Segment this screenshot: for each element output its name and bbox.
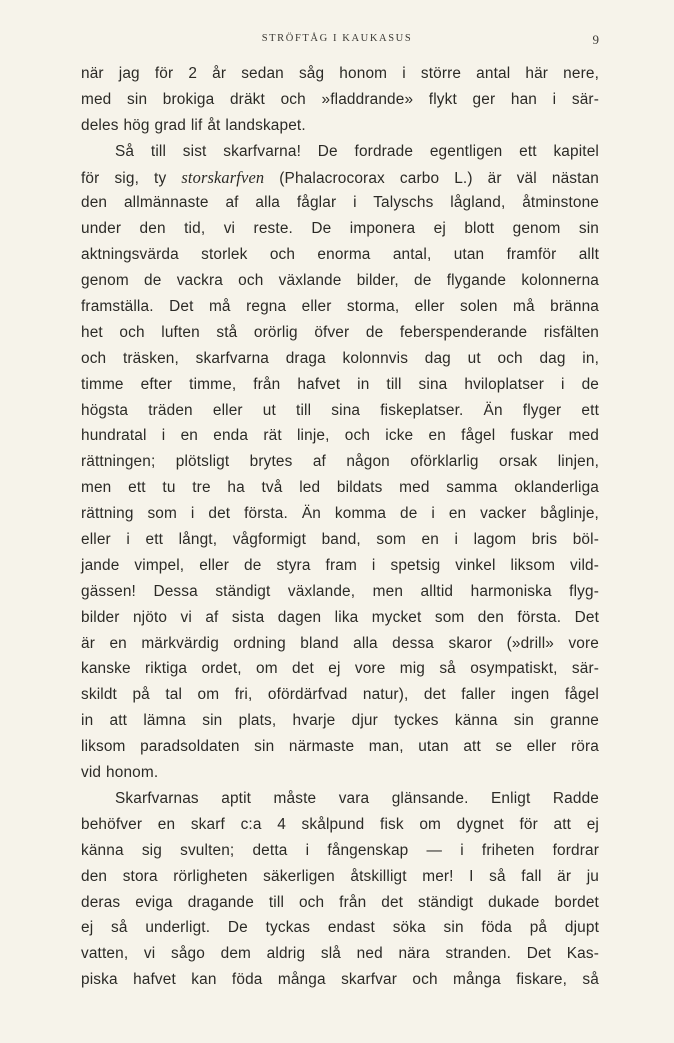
text-line: skildt på tal om fri, ofördärfvad natur), det faller ingen fågel (81, 686, 599, 704)
text-line: känna sig svulten; detta i fångenskap — i friheten fordrar (81, 841, 599, 859)
text-line: framställa. Det må regna eller storma, eller solen må bränna (81, 298, 599, 316)
text-line: ej så underligt. De tyckas endast söka sin föda på djupt (81, 919, 599, 937)
text-line: vid honom. (81, 764, 159, 782)
text-line: piska hafvet kan föda många skarfvar och många fiskare, så (81, 971, 599, 989)
text-line: eller i ett långt, vågformigt band, som en i lagom bris böl- (81, 531, 599, 549)
text-line: högsta träden eller ut till sina fiskeplatser. Än flyger ett (81, 401, 599, 419)
text-line: när jag för 2 år sedan såg honom i större antal här nere, (81, 65, 599, 82)
text-line: deles hög grad lif åt landskapet. (81, 116, 306, 134)
text-line-species (81, 165, 599, 191)
text-line: men ett tu tre ha två led bildats med samma oklanderliga (81, 479, 599, 497)
text-line: under den tid, vi reste. De imponera ej blott genom sin (81, 220, 599, 238)
text-line: är en märkvärdig ordning bland alla dessa skaror (»drill» vore (81, 634, 599, 652)
page-header (0, 33, 674, 49)
text-line: genom de vackra och växlande bilder, de flygande kolonnerna (81, 272, 599, 290)
body-text (81, 61, 599, 993)
text-line: rättning som i det första. Än komma de i en vacker båglinje, (81, 505, 599, 523)
text-line: med sin brokiga dräkt och »fladdrande» flykt ger han i sär- (81, 90, 599, 108)
text-line: in att lämna sin plats, hvarje djur tyckes känna sin granne (81, 712, 599, 730)
text-line: bilder njöto vi af sista dagen lika mycket som den första. Det (81, 608, 599, 626)
text-line: Så till sist skarfvarna! De fordrade egentligen ett kapitel (115, 142, 599, 160)
page-number: 9 (592, 32, 599, 47)
text-line: behöfver en skarf c:a 4 skålpund fisk om dygnet för att ej (81, 815, 599, 833)
text-line: jande vimpel, eller de styra fram i spetsig vinkel liksom vild- (81, 556, 599, 574)
text-line: den allmännaste af alla fåglar i Talyschs lågland, åtminstone (81, 194, 599, 212)
text-segment: (Phalacrocorax carbo L.) är väl nästan (264, 169, 599, 187)
text-line: aktningsvärda storlek och enorma antal, utan framför allt (81, 246, 599, 264)
species-name: storskarfven (181, 167, 265, 187)
text-line: liksom paradsoldaten sin närmaste man, utan att se eller röra (81, 738, 599, 756)
text-line: deras eviga dragande till och från det ständigt dukade bordet (81, 893, 599, 911)
text-line: kanske riktiga ordet, om det ej vore mig så osympatiskt, sär- (81, 660, 599, 678)
running-head: STRÖFTÅG I KAUKASUS (261, 33, 413, 44)
text-line: hundratal i en enda rät linje, och icke en fågel fuskar med (81, 427, 599, 445)
text-line: rättningen; plötsligt brytes af någon oförklarlig orsak linjen, (81, 453, 599, 471)
text-line: gässen! Dessa ständigt växlande, men alltid harmoniska flyg- (81, 582, 599, 600)
text-line: het och luften stå orörlig öfver de feberspenderande risfälten (81, 323, 599, 341)
text-line: vatten, vi sågo dem aldrig slå ned nära stranden. Det Kas- (81, 945, 599, 963)
text-segment: för sig, ty (81, 169, 182, 187)
text-line: och träsken, skarfvarna draga kolonnvis dag ut och dag in, (81, 349, 599, 367)
text-line: Skarfvarnas aptit måste vara glänsande. Enligt Radde (115, 789, 599, 807)
text-line: den stora rörligheten säkerligen åtskilligt mer! I så fall är ju (81, 867, 599, 885)
text-line: timme efter timme, från hafvet in till sina hviloplatser i de (81, 375, 599, 393)
